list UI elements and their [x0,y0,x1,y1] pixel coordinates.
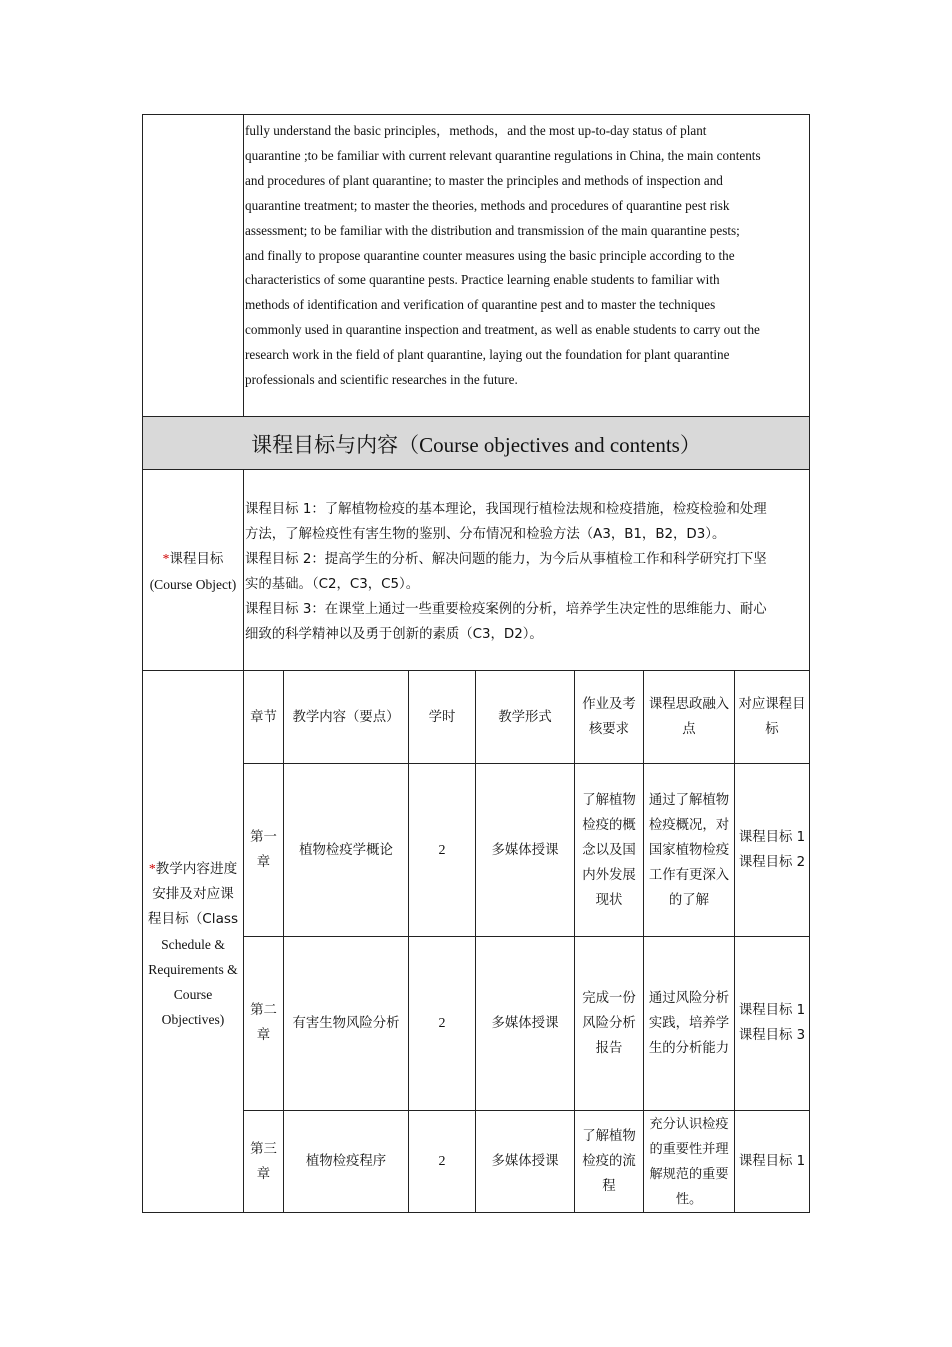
row-hours: 2 [438,842,446,858]
schedule-label-line: 教学内容进度 [155,861,238,877]
row-hours: 2 [438,1154,446,1169]
row-hours: 2 [438,1015,446,1031]
header-goals: 对应课程目标 [738,697,806,737]
course-description [245,119,811,393]
schedule-label-line: 安排及对应课 [152,886,234,902]
row-form: 多媒体授课 [491,1015,559,1031]
row-goals: 课程目标 1 [738,1154,806,1169]
row-ideology: 通过风险分析实践，培养学生的分析能力 [648,990,730,1056]
description-line: quarantine treatment; to master the theories, methods and procedures of quarantine pest risk [245,197,730,213]
description-line: assessment; to be familiar with the distribution and transmission of the main quarantine pests; [245,222,740,238]
objective-line: 细致的科学精神以及勇于创新的素质（C3，D2）。 [245,627,543,642]
description-line: and finally to propose quarantine counter measures using the basic principle according to the [245,247,735,263]
header-hours: 学时 [428,709,456,725]
description-line: characteristics of some quarantine pests. Practice learning enable students to familiar with [245,272,720,288]
row-ideology: 通过了解植物检疫概况，对国家植物检疫工作有更深入的了解 [648,792,730,908]
objective-line: 方法，了解检疫性有害生物的鉴别、分布情况和检验方法（A3，B1，B2，D3）。 [245,527,726,542]
row-content: 植物检疫程序 [305,1154,387,1169]
row-chapter: 第一章 [250,830,277,870]
required-star: * [148,861,156,876]
description-line: fully understand the basic principles，methods，and the most up-to-day status of plant [245,123,707,138]
row-form: 多媒体授课 [491,1154,559,1169]
description-line: quarantine ;to be familiar with current relevant quarantine regulations in China, the main contents [245,147,761,163]
header-chapter: 章节 [250,709,277,725]
objective-line: 课程目标 1：了解植物检疫的基本理论，我国现行植检法规和检疫措施，检疫检验和处理 [245,502,767,517]
objective-line: 实的基础。（C2，C3，C5）。 [245,577,420,592]
header-ideology: 课程思政融入点 [648,697,730,737]
row-ideology: 充分认识检疫的重要性并理解规范的重要性。 [649,1116,729,1207]
objective-line: 课程目标 2：提高学生的分析、解决问题的能力，为今后从事植检工作和科学研究打下坚 [245,552,767,567]
row-homework: 完成一份风险分析报告 [582,990,636,1056]
row-content: 有害生物风险分析 [292,1015,400,1031]
row-homework: 了解植物检疫的概念以及国内外发展现状 [582,792,636,908]
description-line: professionals and scientific researches in the future. [245,372,518,388]
section-title-banner [143,417,809,470]
description-line: commonly used in quarantine inspection and treatment, as well as enable students to carry out the [245,322,760,338]
row-goals: 课程目标 1 课程目标 2 [738,830,806,870]
schedule-label-line: Course [173,987,213,1002]
objectives-text [245,497,809,647]
schedule-label-line: Objectives) [161,1012,225,1027]
description-line: research work in the field of plant quarantine, laying out the foundation for plant quarantine [245,347,730,363]
section-title-zh: 课程目标与内容 [251,432,399,457]
header-form: 教学形式 [498,709,552,725]
schedule-label-line: 程目标（Class [147,911,239,927]
header-homework: 作业及考核要求 [582,697,636,737]
row-form: 多媒体授课 [491,842,559,858]
schedule-label [143,856,243,1032]
schedule-label-line: Schedule & [161,937,225,952]
objective-line: 课程目标 3：在课堂上通过一些重要检疫案例的分析，培养学生决定性的思维能力、耐心 [245,602,767,617]
required-star: * [162,551,170,566]
row-chapter: 第二章 [250,1003,277,1043]
schedule-label-line: Requirements & [148,962,238,977]
section-title-en: （Course objectives and contents） [398,432,701,457]
objectives-label-en: (Course Object) [149,577,237,592]
course-table [142,114,810,1213]
row-homework: 了解植物检疫的流程 [582,1129,636,1194]
row-chapter: 第三章 [250,1141,277,1182]
row-goals: 课程目标 1 课程目标 3 [738,1003,806,1043]
objectives-label [143,546,243,597]
objectives-label-zh: 课程目标 [169,551,224,567]
description-line: and procedures of plant quarantine; to master the principles and methods of inspection and [245,172,723,188]
header-content: 教学内容（要点） [292,709,400,725]
row-content: 植物检疫学概论 [299,842,393,858]
description-line: methods of identification and verification of quarantine pest and to master the techniques [245,297,716,313]
